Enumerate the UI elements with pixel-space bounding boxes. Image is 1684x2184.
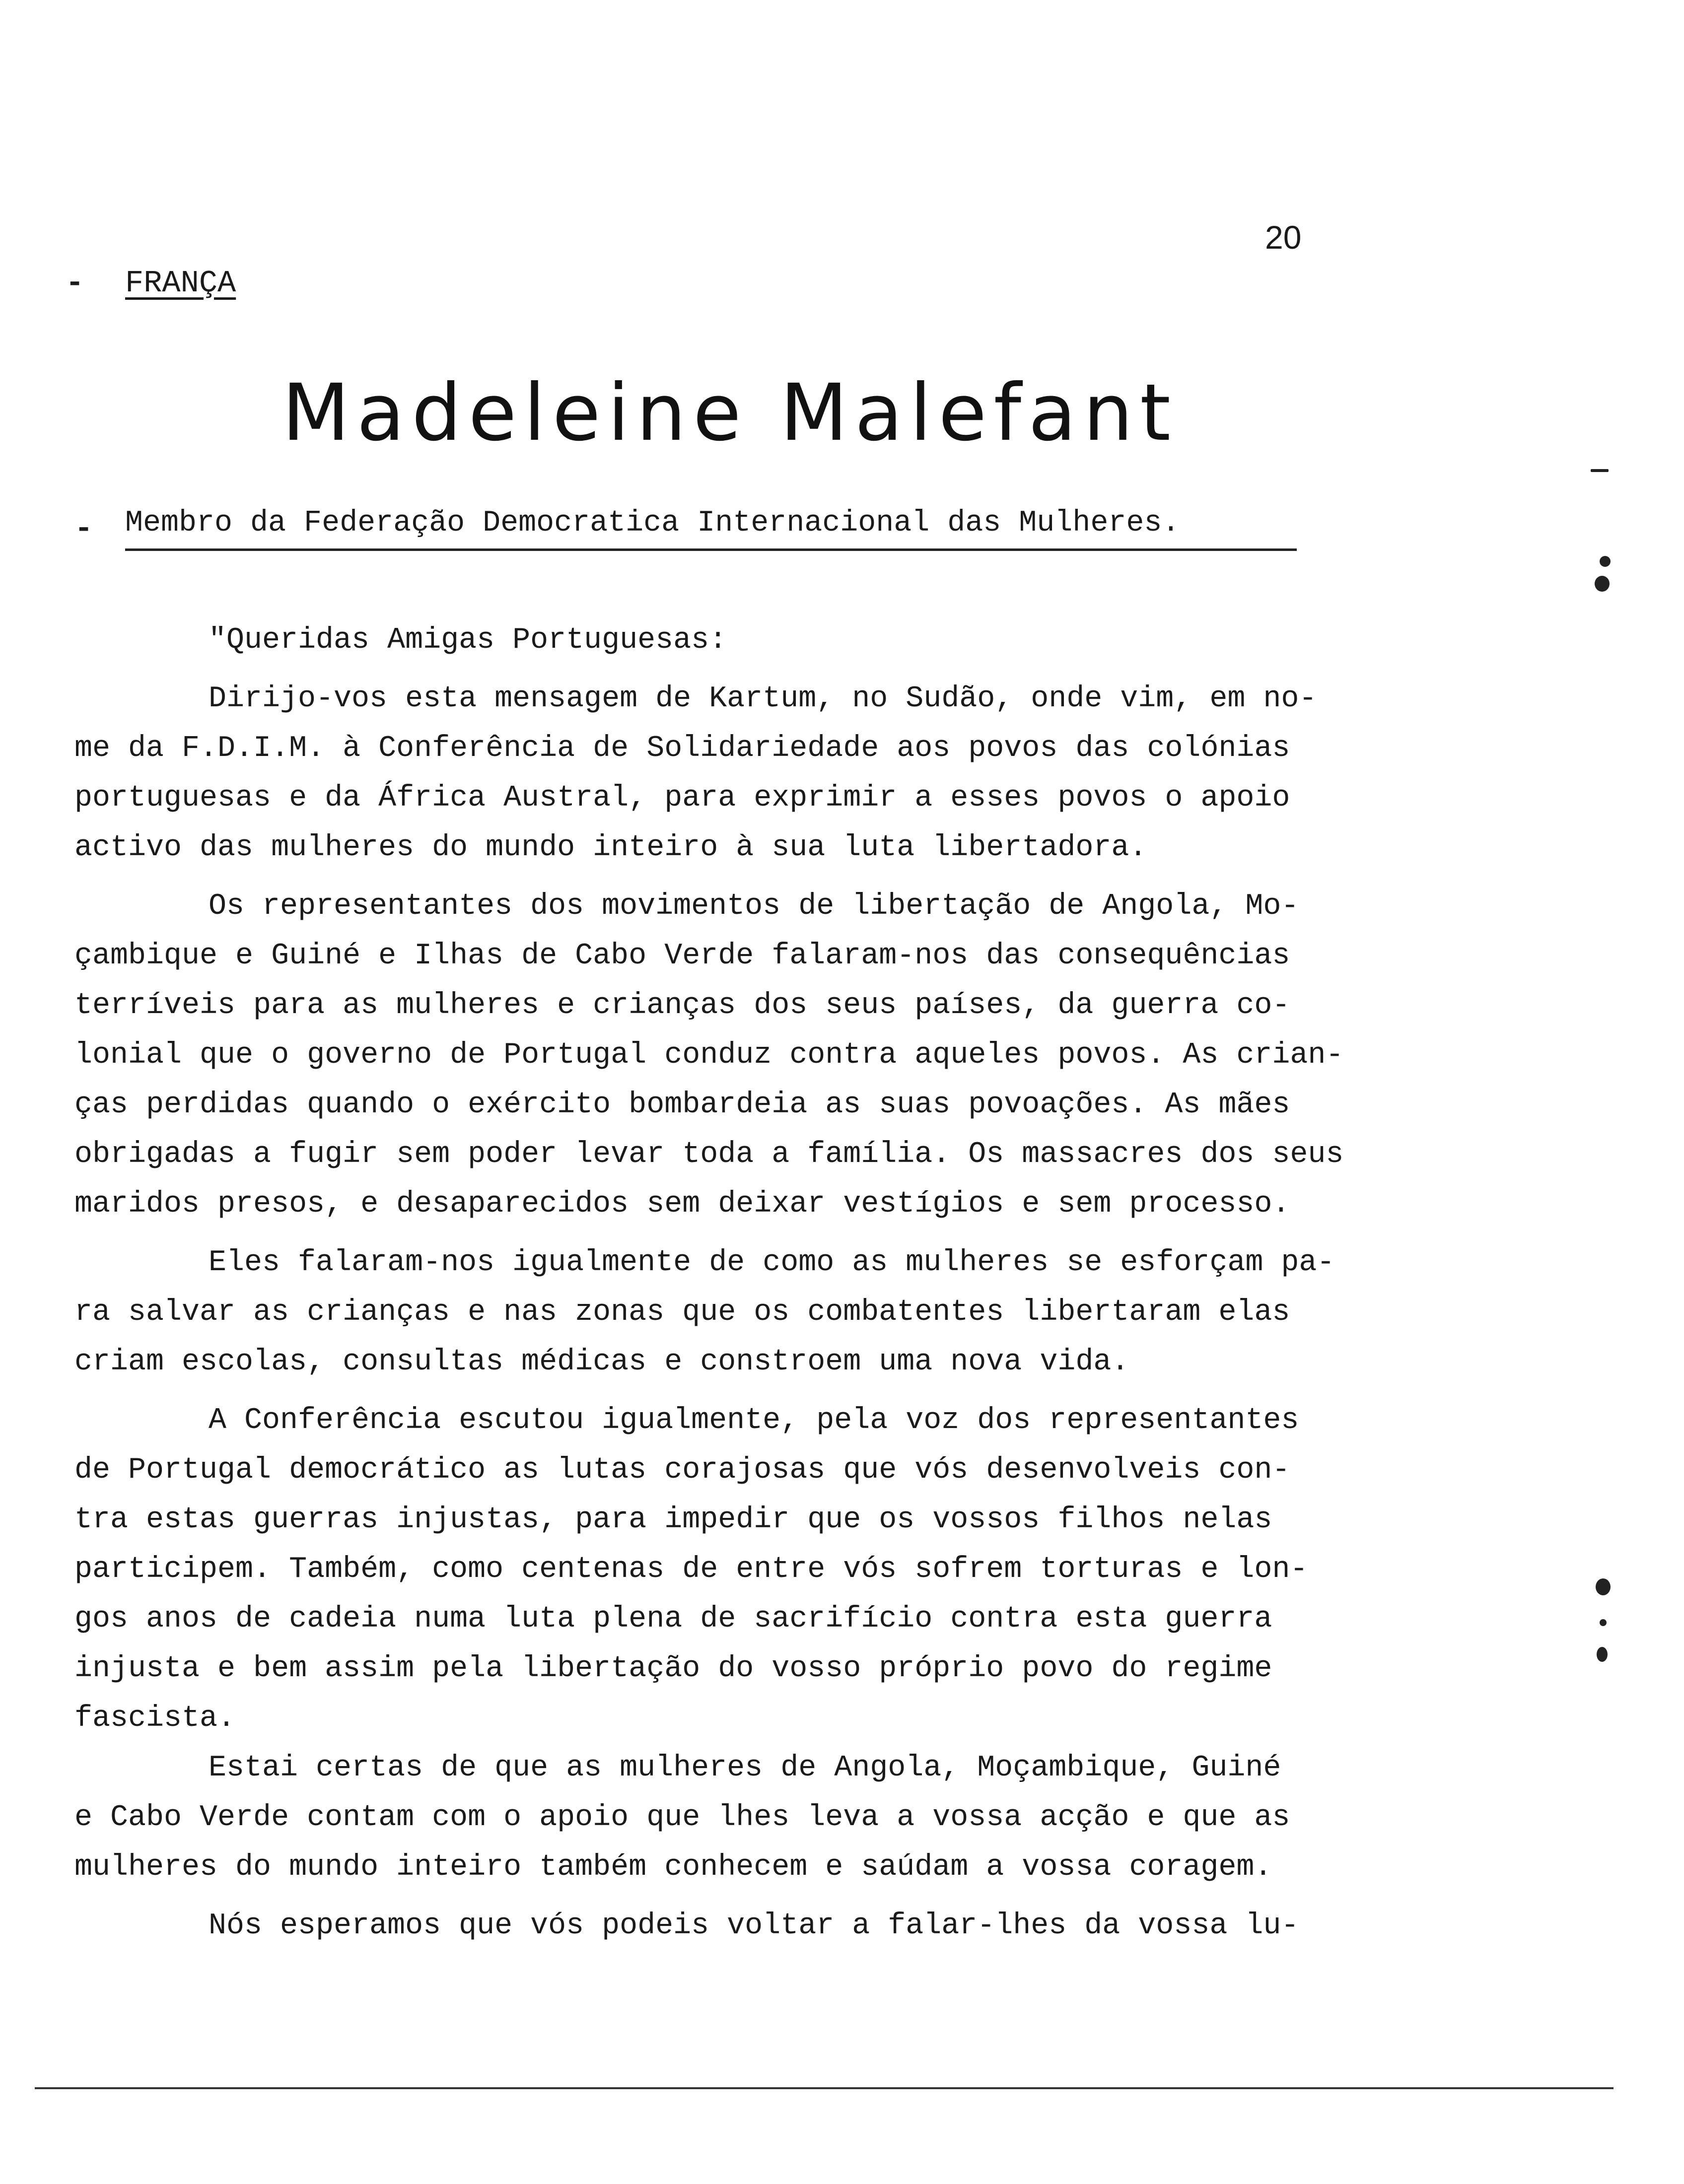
page-number: 20 — [1265, 219, 1302, 256]
paragraph-line: portuguesas e da África Austral, para exprimir a esses povos o apoio — [74, 781, 1290, 815]
paragraph-line: injusta e bem assim pela libertação do vosso próprio povo do regime — [74, 1652, 1272, 1686]
paragraph-line: Estai certas de que as mulheres de Angola, Moçambique, Guiné — [209, 1751, 1281, 1785]
paragraph-line: criam escolas, consultas médicas e constroem uma nova vida. — [74, 1345, 1129, 1379]
paragraph-line: Os representantes dos movimentos de libertação de Angola, Mo- — [209, 889, 1299, 923]
country-dash: - — [66, 266, 84, 301]
salutation-line: "Queridas Amigas Portuguesas: — [209, 623, 727, 657]
paragraph-3 — [74, 1238, 1455, 1387]
scan-speck — [1597, 1647, 1608, 1662]
paragraph-line: Eles falaram-nos igualmente de como as mulheres se esforçam pa- — [209, 1246, 1335, 1280]
paragraph-line: fascista. — [74, 1702, 236, 1735]
paragraph-6 — [74, 1901, 1455, 1951]
scan-speck — [1595, 576, 1610, 592]
speaker-name: Madeleine Malefant — [282, 367, 1178, 459]
paragraph-line: obrigadas a fugir sem poder levar toda a família. Os massacres dos seus — [74, 1138, 1344, 1171]
paragraph-line: terríveis para as mulheres e crianças dos seus países, da guerra co- — [74, 989, 1290, 1023]
affiliation-underline — [125, 548, 1297, 551]
salutation — [74, 615, 1455, 665]
paragraph-line: me da F.D.I.M. à Conferência de Solidariedade aos povos das colónias — [74, 732, 1290, 765]
country-heading: FRANÇA — [125, 266, 236, 301]
letter-body — [74, 615, 1455, 1951]
paragraph-line: tra estas guerras injustas, para impedir que os vossos filhos nelas — [74, 1503, 1272, 1537]
paragraph-line: maridos presos, e desaparecidos sem deixar vestígios e sem processo. — [74, 1187, 1290, 1221]
speaker-affiliation: Membro da Federação Democratica Internacional das Mulheres. — [125, 506, 1180, 540]
paragraph-line: activo das mulheres do mundo inteiro à sua luta libertadora. — [74, 831, 1147, 865]
paragraph-5 — [74, 1743, 1455, 1892]
scan-speck — [1596, 1578, 1611, 1595]
paragraph-line: mulheres do mundo inteiro também conhecem e saúdam a vossa coragem. — [74, 1850, 1272, 1884]
paragraph-1 — [74, 674, 1455, 873]
paragraph-line: lonial que o governo de Portugal conduz contra aqueles povos. As crian- — [74, 1038, 1344, 1072]
paragraph-line: gos anos de cadeia numa luta plena de sacrifício contra esta guerra — [74, 1602, 1272, 1636]
scan-speck — [1600, 1619, 1607, 1626]
scan-speck — [1600, 556, 1611, 567]
paragraph-4 — [74, 1396, 1455, 1743]
paragraph-line: çambique e Guiné e Ilhas de Cabo Verde falaram-nos das consequências — [74, 939, 1290, 973]
bottom-rule — [35, 2087, 1614, 2089]
paragraph-line: Dirijo-vos esta mensagem de Kartum, no Sudão, onde vim, em no- — [209, 682, 1317, 716]
paragraph-line: A Conferência escutou igualmente, pela voz dos representantes — [209, 1404, 1299, 1437]
scan-speck — [1591, 469, 1609, 472]
paragraph-line: ra salvar as crianças e nas zonas que os combatentes libertaram elas — [74, 1296, 1290, 1329]
paragraph-2 — [74, 882, 1455, 1229]
paragraph-line: Nós esperamos que vós podeis voltar a falar-lhes da vossa lu- — [209, 1909, 1299, 1943]
affiliation-dash: - — [74, 511, 93, 546]
paragraph-line: e Cabo Verde contam com o apoio que lhes leva a vossa acção e que as — [74, 1801, 1290, 1835]
paragraph-line: ças perdidas quando o exército bombardeia as suas povoações. As mães — [74, 1088, 1290, 1122]
paragraph-line: de Portugal democrático as lutas corajosas que vós desenvolveis con- — [74, 1453, 1290, 1487]
paragraph-line: participem. Também, como centenas de entre vós sofrem torturas e lon- — [74, 1553, 1308, 1586]
